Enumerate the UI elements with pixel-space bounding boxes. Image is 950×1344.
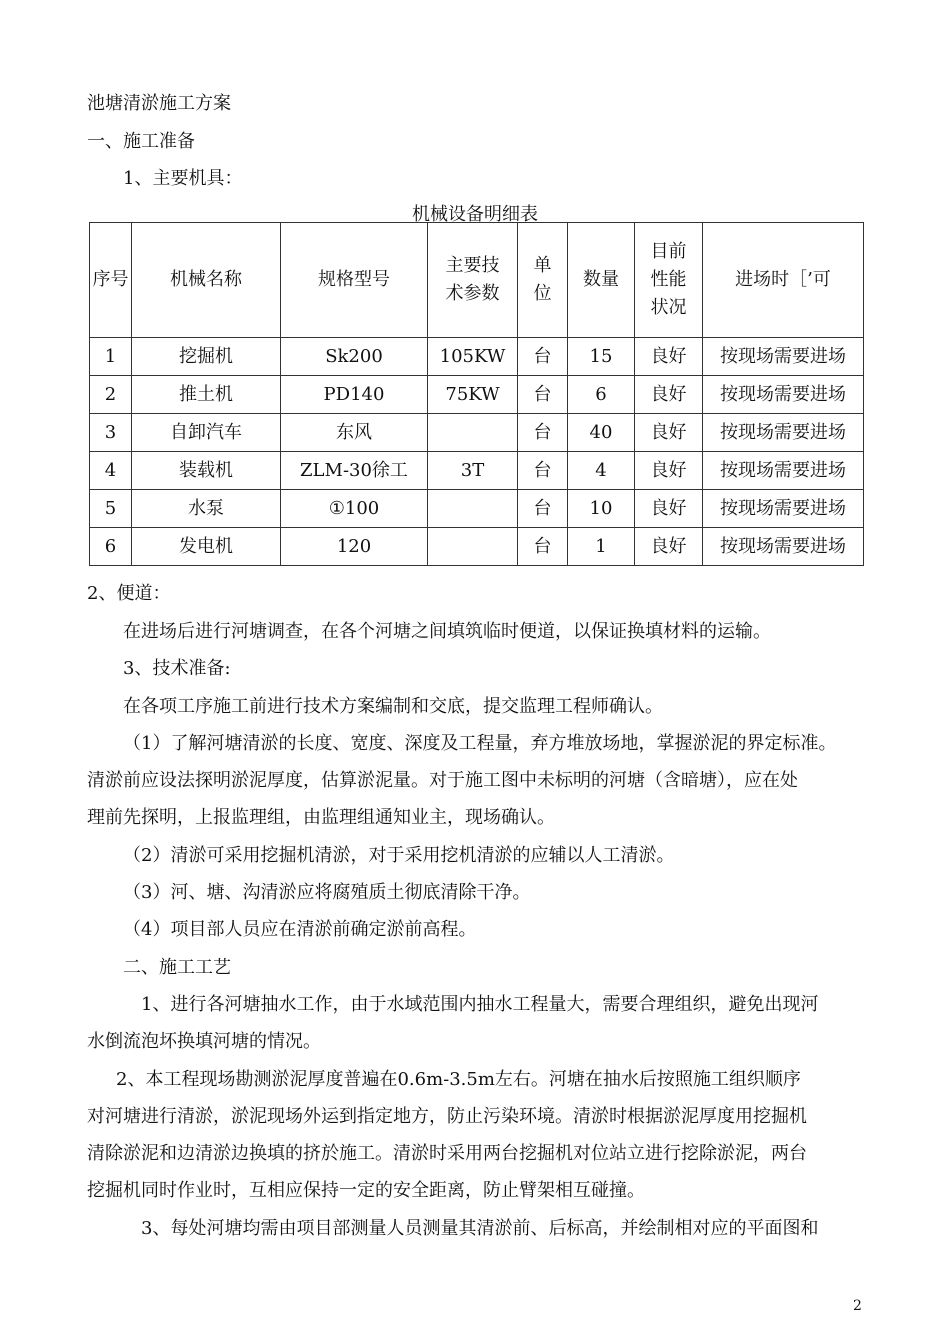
cell-model: 东风 [281,414,428,452]
cell-condition: 良好 [635,490,703,528]
paragraph-line: 3、每处河塘均需由项目部测量人员测量其清淤前、后标高，并绘制相对应的平面图和 [141,1218,819,1239]
header-cell: 规格型号 [281,223,428,338]
paragraph-line: 理前先探明，上报监理组，由监理组通知业主，现场确认。 [87,807,555,828]
paragraph-line: 水倒流泡坏换填河塘的情况。 [87,1031,321,1052]
cell-name: 水泵 [132,490,281,528]
table-row [90,414,864,452]
cell-entry: 按现场需要进场 [703,414,864,452]
section-heading-preparation: 一、施工准备 [87,131,195,152]
cell-params: 3T [428,452,518,490]
header-cell: 目前性能状况 [635,223,703,338]
paragraph-line: 对河塘进行清淤，淤泥现场外运到指定地方，防止污染环境。清淤时根据淤泥厚度用挖掘机 [87,1106,807,1127]
header-cell: 机械名称 [132,223,281,338]
cell-index: 2 [90,376,132,414]
subsection-heading-tech-prep: 3、技术准备: [123,658,231,679]
cell-model: Sk200 [281,338,428,376]
cell-name: 发电机 [132,528,281,566]
paragraph-line: （1）了解河塘清淤的长度、宽度、深度及工程量，弃方堆放场地，掌握淤泥的界定标准。 [123,733,837,754]
paragraph-line: 在进场后进行河塘调查，在各个河塘之间填筑临时便道，以保证换填材料的运输。 [123,621,771,642]
header-cell: 单位 [518,223,568,338]
cell-model: ①100 [281,490,428,528]
cell-quantity: 10 [568,490,635,528]
paragraph-line: （3）河、塘、沟清淤应将腐殖质土彻底清除干净。 [123,882,531,903]
header-cell: 主要技术参数 [428,223,518,338]
cell-unit: 台 [518,338,568,376]
cell-params [428,528,518,566]
document-title: 池塘清淤施工方案 [87,93,231,114]
paragraph-line: 2、本工程现场勘测淤泥厚度普遍在0.6m-3.5m左右。河塘在抽水后按照施工组织顺序 [116,1069,801,1090]
paragraph-line: 挖掘机同时作业时，互相应保持一定的安全距离，防止臂架相互碰撞。 [87,1180,645,1201]
table-row [90,528,864,566]
equipment-table [89,222,864,566]
cell-name: 挖掘机 [132,338,281,376]
cell-name: 推土机 [132,376,281,414]
table-row [90,490,864,528]
cell-model: PD140 [281,376,428,414]
cell-index: 6 [90,528,132,566]
cell-index: 4 [90,452,132,490]
cell-unit: 台 [518,376,568,414]
cell-model: 120 [281,528,428,566]
cell-index: 3 [90,414,132,452]
paragraph-line: 清除淤泥和边清淤边换填的挤於施工。清淤时采用两台挖掘机对位站立进行挖除淤泥，两台 [87,1143,807,1164]
paragraph-line: 1、进行各河塘抽水工作，由于水域范围内抽水工程量大，需要合理组织，避免出现河 [141,994,819,1015]
subsection-heading-machinery: 1、主要机具： [123,168,243,189]
cell-params [428,490,518,528]
cell-unit: 台 [518,528,568,566]
table-caption: 机械设备明细表 [412,204,538,225]
cell-model: ZLM-30徐工 [281,452,428,490]
cell-index: 5 [90,490,132,528]
header-cell: 序号 [90,223,132,338]
page-number: 2 [853,1298,862,1314]
cell-quantity: 15 [568,338,635,376]
cell-name: 装载机 [132,452,281,490]
paragraph-line: （4）项目部人员应在清淤前确定淤前高程。 [123,919,477,940]
cell-unit: 台 [518,452,568,490]
table-row [90,376,864,414]
cell-entry: 按现场需要进场 [703,376,864,414]
table-row [90,338,864,376]
cell-quantity: 4 [568,452,635,490]
cell-params [428,414,518,452]
cell-quantity: 6 [568,376,635,414]
paragraph-line: （2）清淤可采用挖掘机清淤，对于采用挖机清淤的应辅以人工清淤。 [123,845,675,866]
cell-entry: 按现场需要进场 [703,452,864,490]
cell-entry: 按现场需要进场 [703,528,864,566]
paragraph-line: 在各项工序施工前进行技术方案编制和交底，提交监理工程师确认。 [123,696,663,717]
header-cell: 数量 [568,223,635,338]
cell-entry: 按现场需要进场 [703,338,864,376]
table-header-row [90,223,864,338]
cell-condition: 良好 [635,414,703,452]
header-cell: 进场时［’可 [703,223,864,338]
subsection-heading-access-road: 2、便道： [87,583,171,604]
cell-condition: 良好 [635,528,703,566]
cell-condition: 良好 [635,338,703,376]
section-heading-process: 二、施工工艺 [123,957,231,978]
cell-unit: 台 [518,490,568,528]
cell-entry: 按现场需要进场 [703,490,864,528]
cell-params: 75KW [428,376,518,414]
paragraph-line: 清淤前应设法探明淤泥厚度，估算淤泥量。对于施工图中未标明的河塘（含暗塘），应在处 [87,770,798,791]
cell-quantity: 1 [568,528,635,566]
cell-unit: 台 [518,414,568,452]
cell-quantity: 40 [568,414,635,452]
table-row [90,452,864,490]
cell-params: 105KW [428,338,518,376]
cell-condition: 良好 [635,452,703,490]
cell-condition: 良好 [635,376,703,414]
cell-index: 1 [90,338,132,376]
cell-name: 自卸汽车 [132,414,281,452]
